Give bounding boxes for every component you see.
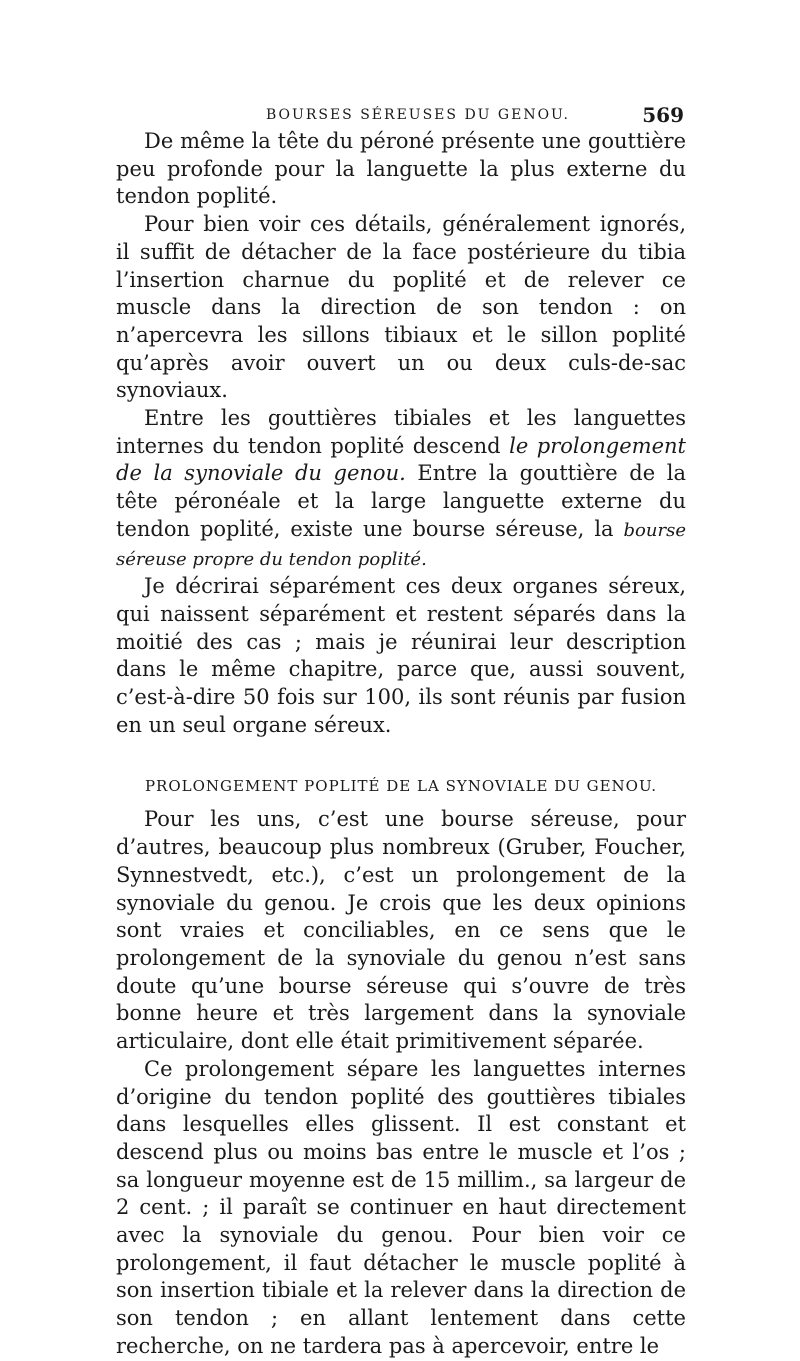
paragraph: De même la tête du péroné présente une gouttière peu profonde pour la languette la plus externe du tendon poplité. bbox=[116, 129, 686, 209]
body-text bbox=[116, 128, 686, 1361]
section-title: PROLONGEMENT POPLITÉ DE LA SYNOVIALE DU GENOU. bbox=[144, 777, 658, 796]
paragraph-text: Entre les gouttières tibiales et les languettes internes du tendon poplité descend bbox=[116, 406, 686, 458]
paragraph: Je décrirai séparément ces deux organes séreux, qui naissent séparément et restent séparés dans la moitié des cas ; mais je réunirai leur description dans le même chapitre, parce que, aussi souvent, c’est-à-dire 50 fois sur 100, ils sont réunis par fusion en un seul organe séreux. bbox=[116, 574, 686, 737]
page-header bbox=[116, 103, 686, 127]
paragraph bbox=[116, 405, 686, 573]
paragraph-text: Entre la gouttière de la tête péronéale et la large languette externe du tendon poplité, existe une bourse séreuse, la bbox=[116, 461, 686, 541]
paragraph: Pour les uns, c’est une bourse séreuse, pour d’autres, beaucoup plus nombreux (Gruber, Foucher, Synnestvedt, etc.), c’est un prolongement de la synoviale du genou. Je crois que les deux opinions sont vraies et conciliables, en ce sens que le prolongement de la synoviale du genou n’est sans doute qu’une bourse séreuse qui s’ouvre de très bonne heure et très largement dans la synoviale articulaire, dont elle était primitivement séparée. bbox=[116, 807, 686, 1054]
section-gap bbox=[116, 739, 686, 767]
italic-term: le prolongement de la synoviale du genou. bbox=[116, 433, 686, 486]
page-number: 569 bbox=[642, 103, 684, 127]
paragraph: Pour bien voir ces détails, généralement ignorés, il suffit de détacher de la face postérieure du tibia l’insertion charnue du poplité et de relever ce muscle dans la direction de son tendon : on n’apercevra les sillons tibiaux et le sillon poplité qu’après avoir ouvert un ou deux culs-de-sac synoviaux. bbox=[116, 212, 686, 403]
italic-term: bourse séreuse propre du tendon poplité. bbox=[116, 519, 686, 570]
paragraph: Ce prolongement sépare les languettes internes d’origine du tendon poplité des gouttières tibiales dans lesquelles elles glissent. Il est constant et descend plus ou moins bas entre le muscle et l’os ; sa longueur moyenne est de 15 millim., sa largeur de 2 cent. ; il paraît se continuer en haut directement avec la synoviale du genou. Pour bien voir ce prolongement, il faut détacher le muscle poplité à son insertion tibiale et la relever dans la direction de son tendon ; en allant lentement dans cette recherche, on ne tardera pas à apercevoir, entre le bbox=[116, 1056, 686, 1358]
running-title: BOURSES SÉREUSES DU GENOU. bbox=[266, 107, 571, 123]
